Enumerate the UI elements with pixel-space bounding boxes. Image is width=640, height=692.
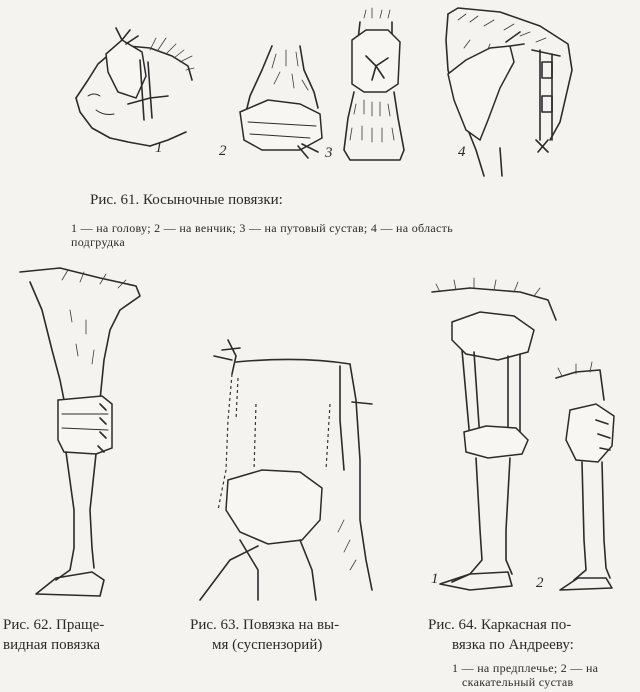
fig64-legend-line-2: скакательный сустав [462, 675, 574, 689]
fig62-caption-line-1: Рис. 62. Праще- [3, 617, 105, 633]
fig61-pastern-bandage-illustration [344, 8, 404, 160]
fig61-item-number-3: 3 [325, 145, 333, 161]
fig64-caption-line-2: вязка по Андрееву: [452, 637, 574, 653]
fig62-caption-line-2: видная повязка [3, 637, 101, 653]
fig64-legend-line-1: 1 — на предплечье; 2 — на [452, 661, 599, 675]
fig63-udder-suspensory-illustration [200, 340, 372, 600]
fig61-caption-title: Рис. 61. Косыночные повязки: [90, 192, 283, 208]
fig61-item-number-1: 1 [155, 140, 163, 156]
fig63-caption-line-1: Рис. 63. Повязка на вы- [190, 617, 340, 633]
fig64-caption-line-1: Рис. 64. Каркасная по- [428, 617, 572, 633]
fig61-legend-line-1: 1 — на голову; 2 — на венчик; 3 — на путовый сустав; 4 — на область [71, 221, 453, 235]
fig64-hock-frame-illustration [556, 362, 614, 590]
fig64-item-number-1: 1 [431, 571, 439, 587]
fig61-item-number-2: 2 [219, 143, 227, 159]
fig64-forearm-frame-illustration [432, 278, 556, 590]
fig62-leg-sling-bandage-illustration [20, 268, 140, 596]
fig63-caption-line-2: мя (суспензорий) [212, 637, 323, 653]
fig61-item-number-4: 4 [458, 144, 466, 160]
fig61-head-bandage-illustration [76, 28, 194, 146]
fig61-coronet-bandage-illustration [240, 46, 322, 158]
fig64-item-number-2: 2 [536, 575, 544, 591]
fig61-legend-line-2: подгрудка [71, 235, 125, 249]
